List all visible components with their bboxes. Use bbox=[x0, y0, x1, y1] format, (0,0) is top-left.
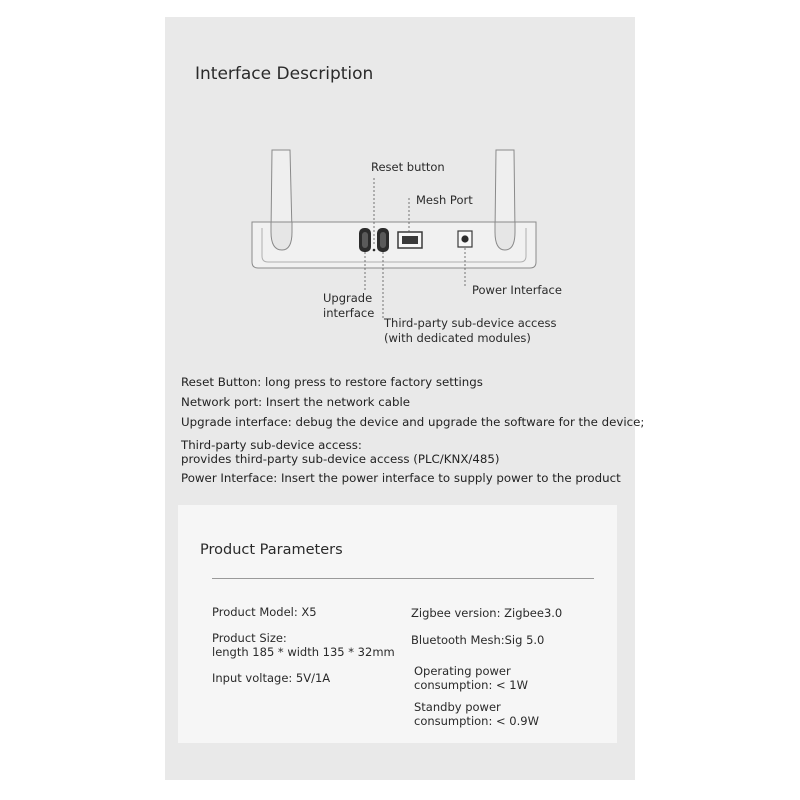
desc-power: Power Interface: Insert the power interface to supply power to the product bbox=[181, 471, 621, 485]
param-size-value: length 185 * width 135 * 32mm bbox=[212, 645, 395, 659]
callout-power-interface: Power Interface bbox=[472, 283, 562, 297]
product-parameters-title: Product Parameters bbox=[200, 542, 343, 558]
param-voltage: Input voltage: 5V/1A bbox=[212, 671, 331, 685]
product-parameters-card bbox=[178, 505, 617, 743]
desc-network: Network port: Insert the network cable bbox=[181, 395, 411, 409]
callout-third-party-2: (with dedicated modules) bbox=[384, 331, 531, 345]
interface-description-title: Interface Description bbox=[195, 64, 374, 84]
callout-third-party-1: Third-party sub-device access bbox=[384, 316, 557, 330]
param-zigbee: Zigbee version: Zigbee3.0 bbox=[411, 606, 563, 620]
left-antenna-base bbox=[271, 222, 292, 250]
callout-reset-button: Reset button bbox=[371, 160, 445, 174]
param-bluetooth: Bluetooth Mesh:Sig 5.0 bbox=[411, 633, 545, 647]
params-divider bbox=[212, 578, 594, 579]
param-model: Product Model: X5 bbox=[212, 605, 317, 619]
callout-upgrade-interface-2: interface bbox=[323, 306, 375, 320]
device-body bbox=[252, 222, 536, 268]
reset-pinhole bbox=[373, 249, 376, 252]
param-standby-2: consumption: < 0.9W bbox=[414, 714, 539, 728]
callout-mesh-port: Mesh Port bbox=[416, 193, 473, 207]
param-operating-1: Operating power bbox=[414, 664, 511, 678]
param-standby-1: Standby power bbox=[414, 700, 501, 714]
desc-reset: Reset Button: long press to restore factory settings bbox=[181, 375, 483, 389]
param-operating-2: consumption: < 1W bbox=[414, 678, 528, 692]
callout-upgrade-interface-1: Upgrade bbox=[323, 291, 373, 305]
desc-upgrade: Upgrade interface: debug the device and upgrade the software for the device; bbox=[181, 415, 645, 429]
param-size-label: Product Size: bbox=[212, 631, 287, 645]
desc-third-party-2: provides third-party sub-device access (PLC/KNX/485) bbox=[181, 452, 500, 466]
right-antenna-base bbox=[495, 222, 515, 250]
desc-third-party-1: Third-party sub-device access: bbox=[181, 438, 362, 452]
